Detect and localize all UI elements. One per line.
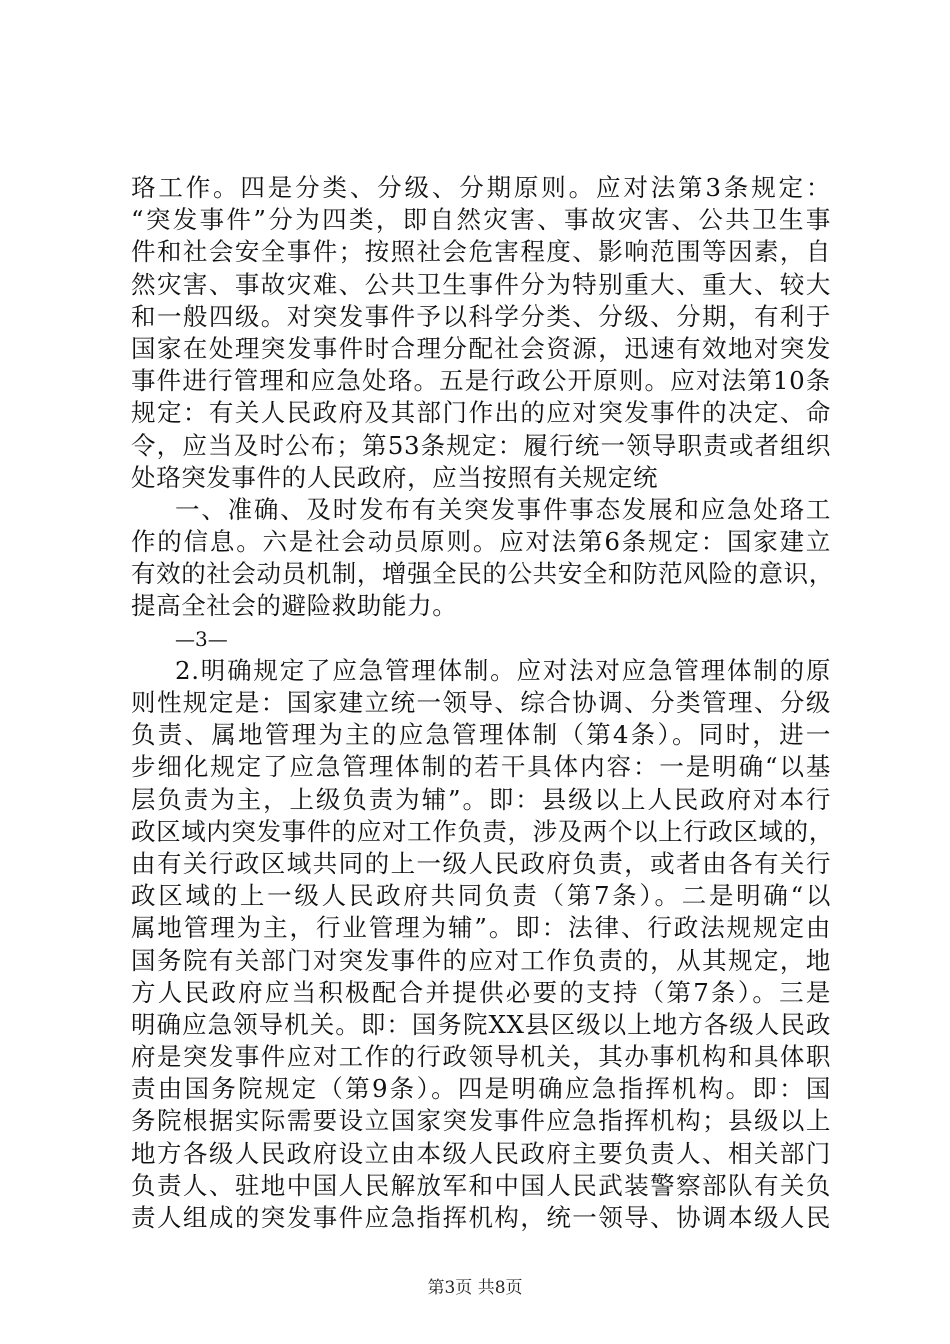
- text-line: 明确应急领导机关。即：国务院XX县区级以上地方各级人民政: [131, 1009, 831, 1039]
- text-line: 属地管理为主，行业管理为辅”。即：法律、行政法规规定由: [131, 913, 831, 943]
- text-line: 珞工作。四是分类、分级、分期原则。应对法第3条规定：: [131, 173, 831, 202]
- text-line: 负责、属地管理为主的应急管理体制（第4条）。同时，进一: [131, 720, 831, 750]
- text-line: 一、准确、及时发布有关突发事件事态发展和应急处珞工: [175, 494, 831, 524]
- text-line: 责由国务院规定（第9条）。四是明确应急指挥机构。即：国: [131, 1074, 831, 1104]
- text-line: 政区域内突发事件的应对工作负责，涉及两个以上行政区域的，: [131, 816, 834, 846]
- text-line: 由有关行政区域共同的上一级人民政府负责，或者由各有关行: [131, 848, 831, 878]
- text-line: 规定：有关人民政府及其部门作出的应对突发事件的决定、命: [131, 398, 831, 428]
- text-line: 提高全社会的避险救助能力。: [131, 591, 458, 621]
- text-line: 地方各级人民政府设立由本级人民政府主要负责人、相关部门: [131, 1138, 831, 1168]
- text-line: 政区域的上一级人民政府共同负责（第7条）。二是明确“以: [131, 881, 831, 911]
- text-line: 负责人、驻地中国人民解放军和中国人民武装警察部队有关负: [131, 1170, 831, 1200]
- text-line: 国务院有关部门对突发事件的应对工作负责的，从其规定，地: [131, 945, 831, 975]
- text-line: 务院根据实际需要设立国家突发事件应急指挥机构；县级以上: [131, 1106, 831, 1136]
- text-line: 和一般四级。对突发事件予以科学分类、分级、分期，有利于: [131, 301, 831, 331]
- text-line: “突发事件”分为四类，即自然灾害、事故灾害、公共卫生事: [131, 205, 831, 235]
- text-line: 令，应当及时公布；第53条规定：履行统一领导职责或者组织: [131, 430, 831, 460]
- text-line: 方人民政府应当积极配合并提供必要的支持（第7条）。三是: [131, 977, 831, 1007]
- page-footer: 第3页 共8页: [427, 1278, 523, 1298]
- text-line: 作的信息。六是社会动员原则。应对法第6条规定：国家建立: [131, 527, 831, 557]
- text-line: 责人组成的突发事件应急指挥机构，统一领导、协调本级人民: [131, 1203, 831, 1232]
- text-line: 有效的社会动员机制，增强全民的公共安全和防范风险的意识，: [131, 559, 834, 589]
- text-line: 层负责为主，上级负责为辅”。即：县级以上人民政府对本行: [131, 784, 831, 814]
- text-line: 府是突发事件应对工作的行政领导机关，其办事机构和具体职: [131, 1042, 831, 1072]
- text-line: 2.明确规定了应急管理体制。应对法对应急管理体制的原: [175, 655, 831, 685]
- text-line: 件和社会安全事件；按照社会危害程度、影响范围等因素，自: [131, 237, 831, 267]
- text-line: 则性规定是：国家建立统一领导、综合协调、分类管理、分级: [131, 688, 831, 717]
- page-marker: —3—: [175, 626, 228, 651]
- text-line: 事件进行管理和应急处珞。五是行政公开原则。应对法第10条: [131, 366, 831, 396]
- text-line: 步细化规定了应急管理体制的若干具体内容：一是明确“以基: [131, 752, 831, 782]
- text-line: 国家在处理突发事件时合理分配社会资源，迅速有效地对突发: [131, 333, 831, 363]
- body-text: [131, 172, 834, 1234]
- text-line: 处珞突发事件的人民政府，应当按照有关规定统: [131, 462, 659, 492]
- text-line: 然灾害、事故灾难、公共卫生事件分为特别重大、重大、较大: [131, 269, 831, 299]
